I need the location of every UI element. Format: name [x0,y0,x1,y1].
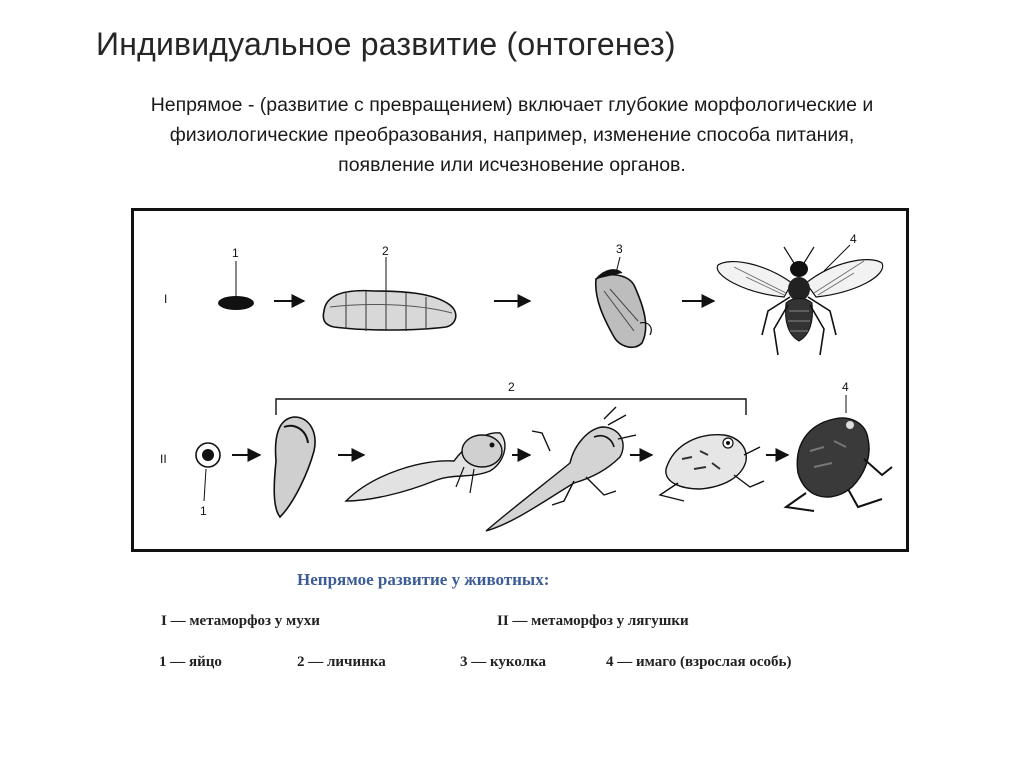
fly-adult [717,232,882,355]
frog-stage-1-number: 1 [200,504,207,518]
row-label-frog: II [160,452,167,466]
fly-stage-4-number: 4 [850,232,857,246]
slide-title: Индивидуальное развитие (онтогенез) [96,26,676,62]
slide-subtitle [20,90,1004,180]
metamorphosis-illustration [134,211,906,549]
legend-frog: II — метаморфоз у лягушки [497,613,689,629]
tadpole-with-legs [486,407,636,531]
frog-stage-4-number: 4 [842,380,849,394]
fly-pupa [596,242,652,347]
early-tadpole [274,417,315,517]
tadpole [346,433,505,501]
fly-stage-2-number: 2 [382,244,389,258]
young-frog [660,435,764,501]
legend-pupa: 3 — куколка [460,654,547,670]
fly-egg [218,246,254,310]
adult-frog [786,380,892,511]
fly-larva [323,244,455,331]
fly-stage-3-number: 3 [616,242,623,256]
legend-egg: 1 — яйцо [159,654,222,670]
subtitle-line-3: появление или исчезновение органов. [338,154,686,176]
fly-stage-1-number: 1 [232,246,239,260]
row-label-fly: I [164,292,168,306]
legend-fly: I — метаморфоз у мухи [161,613,320,629]
legend-larva: 2 — личинка [297,654,386,670]
frog-stage-2-number: 2 [508,380,515,394]
tadpole-bracket [276,380,746,415]
caption-heading: Непрямое развитие у животных: [297,570,550,589]
subtitle-line-1: Непрямое - (развитие с превращением) включает глубокие морфологические и [150,94,874,116]
metamorphosis-figure [131,208,909,552]
subtitle-line-2: физиологические преобразования, например, изменение способа питания, [169,124,855,146]
frog-egg [196,443,220,518]
legend-imago: 4 — имаго (взрослая особь) [606,654,792,670]
